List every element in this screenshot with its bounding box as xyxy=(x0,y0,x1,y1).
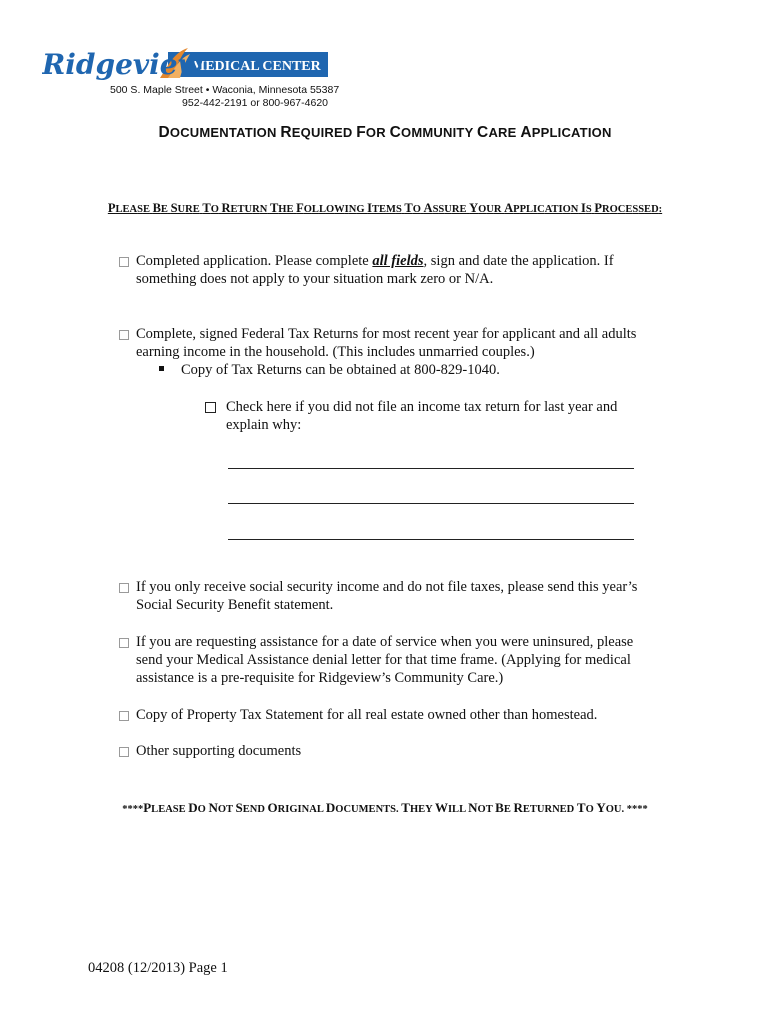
address-line-street: 500 S. Maple Street • Waconia, Minnesota 55387 xyxy=(110,84,340,96)
item-application xyxy=(136,252,614,288)
item-tax-returns-line2: earning income in the household. (This includes unmarried couples.) xyxy=(136,344,535,360)
item-application-line1: Completed application. Please complete all fields, sign and date the application. If xyxy=(136,253,614,269)
item-social-security-line1: If you only receive social security income and do not file taxes, please send this year’s xyxy=(136,579,638,595)
item-tax-returns-line1: Complete, signed Federal Tax Returns for most recent year for applicant and all adults xyxy=(136,326,637,342)
explain-line-3[interactable] xyxy=(228,539,634,540)
checkbox-uninsured[interactable] xyxy=(119,638,129,648)
item-application-line2: something does not apply to your situation mark zero or N/A. xyxy=(136,271,494,287)
item-tax-returns-bullet: Copy of Tax Returns can be obtained at 800-829-1040. xyxy=(181,362,500,378)
item-uninsured xyxy=(136,633,633,687)
ridgeview-logo xyxy=(42,42,342,88)
logo-graphic xyxy=(42,42,342,88)
explain-line-2[interactable] xyxy=(228,503,634,504)
instructions-heading xyxy=(0,201,770,216)
page-footer: 04208 (12/2013) Page 1 xyxy=(88,960,228,976)
item-other-documents: Other supporting documents xyxy=(136,743,302,759)
explain-line-1[interactable] xyxy=(228,468,634,469)
square-bullet-icon xyxy=(159,366,164,371)
item-uninsured-line3: assistance is a pre-requisite for Ridgeview’s Community Care.) xyxy=(136,670,504,686)
checkbox-other-documents[interactable] xyxy=(119,747,129,757)
checkbox-tax-returns[interactable] xyxy=(119,330,129,340)
checkbox-property-tax[interactable] xyxy=(119,711,129,721)
all-fields-emphasis: all fields xyxy=(372,253,424,269)
item-did-not-file xyxy=(226,398,617,434)
item-uninsured-line1: If you are requesting assistance for a date of service when you were uninsured, please xyxy=(136,634,634,650)
item-social-security-line2: Social Security Benefit statement. xyxy=(136,597,334,613)
notice-text: ****PLEASE DO NOT SEND ORIGINAL DOCUMENTS. THEY WILL NOT BE RETURNED TO YOU. **** xyxy=(122,800,648,815)
instructions-text: PLEASE BE SURE TO RETURN THE FOLLOWING ITEMS TO ASSURE YOUR APPLICATION IS PROCESSED: xyxy=(107,201,663,215)
address-line-phone: 952-442-2191 or 800-967-4620 xyxy=(182,96,328,109)
logo-script-text: Ridgeview xyxy=(42,48,202,81)
checkbox-did-not-file[interactable] xyxy=(205,402,216,413)
checkbox-social-security[interactable] xyxy=(119,583,129,593)
item-did-not-file-line2: explain why: xyxy=(226,417,302,433)
item-did-not-file-line1: Check here if you did not file an income tax return for last year and xyxy=(226,399,618,415)
document-title-text: DOCUMENTATION REQUIRED FOR COMMUNITY CARE APPLICATION xyxy=(158,124,612,141)
item-property-tax: Copy of Property Tax Statement for all real estate owned other than homestead. xyxy=(136,707,598,723)
address-block xyxy=(110,84,340,109)
item-uninsured-line2: send your Medical Assistance denial letter for that time frame. (Applying for medical xyxy=(136,652,631,668)
checkbox-application[interactable] xyxy=(119,257,129,267)
document-title xyxy=(0,124,770,142)
item-social-security xyxy=(136,578,637,614)
item-tax-returns xyxy=(136,325,636,361)
notice-banner xyxy=(0,800,770,816)
logo-badge-text: MEDICAL CENTER xyxy=(192,59,321,74)
